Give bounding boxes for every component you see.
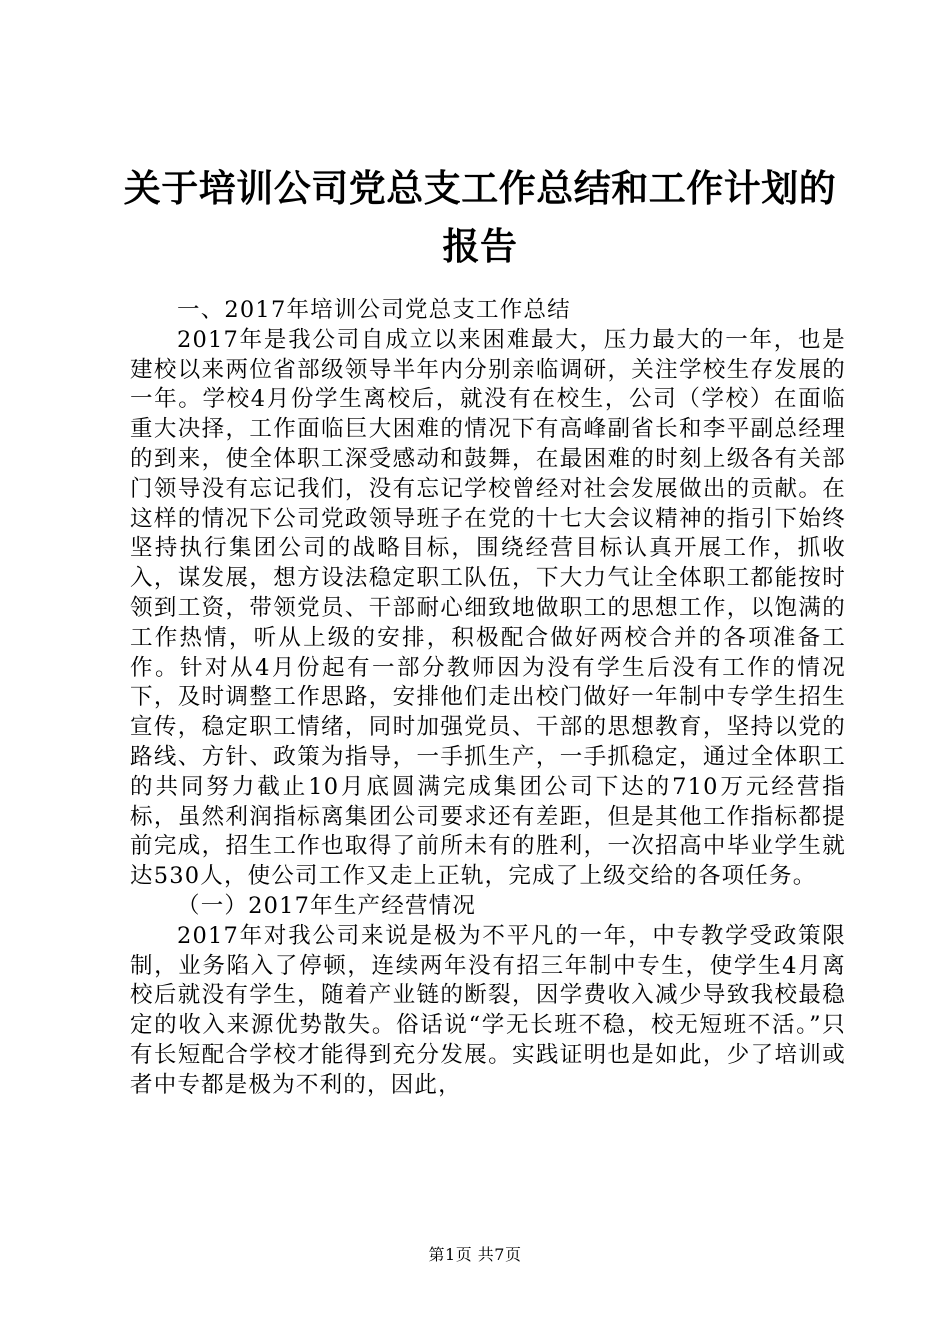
document-title: 关于培训公司党总支工作总结和工作计划的报告 [123,167,837,268]
paragraph: 2017年是我公司自成立以来困难最大，压力最大的一年，也是建校以来两位省部级领导半年内分别亲临调研，关注学校生存发展的一年。学校4月份学生离校后，就没有在校生，公司（学校）在面临重大决择，工作面临巨大困难的情况下有高峰副省长和李平副总经理的到来，使全体职工深受感动和鼓舞，在最困难的时刻上级各有关部门领导没有忘记我们，没有忘记学校曾经对社会发展做出的贡献。在这样的情况下公司党政领导班子在党的十七大会议精神的指引下始终坚持执行集团公司的战略目标，围绕经营目标认真开展工作，抓收入，谋发展，想方设法稳定职工队伍，下大力气让全体职工都能按时领到工资，带领党员、干部耐心细致地做职工的思想工作，以饱满的工作热情，听从上级的安排，积极配合做好两校合并的各项准备工作。针对从4月份起有一部分教师因为没有学生后没有工作的情况下，及时调整工作思路，安排他们走出校门做好一年制中专学生招生宣传，稳定职工情绪，同时加强党员、干部的思想教育，坚持以党的路线、方针、政策为指导，一手抓生产，一手抓稳定，通过全体职工的共同努力截止10月底圆满完成集团公司下达的710万元经营指标，虽然利润指标离集团公司要求还有差距，但是其他工作指标都提前完成，招生工作也取得了前所未有的胜利，一次招高中毕业学生就达530人，使公司工作又走上正轨，完成了上级交给的各项任务。 [130,326,846,890]
subsection-heading: （一）2017年生产经营情况 [177,892,477,919]
section-heading: 一、2017年培训公司党总支工作总结 [177,297,571,323]
paragraph: 2017年对我公司来说是极为不平凡的一年，中专教学受政策限制，业务陷入了停顿，连续两年没有招三年制中专生，使学生4月离校后就没有学生，随着产业链的断裂，因学费收入减少导致我校最稳定的收入来源优势散失。俗话说“学无长班不稳，校无短班不活。”只有长短配合学校才能得到充分发展。实践证明也是如此，少了培训或者中专都是极为不利的，因此， [130,922,846,1098]
document-body [130,296,846,1101]
page-footer: 第1页 共7页 [428,1245,522,1264]
